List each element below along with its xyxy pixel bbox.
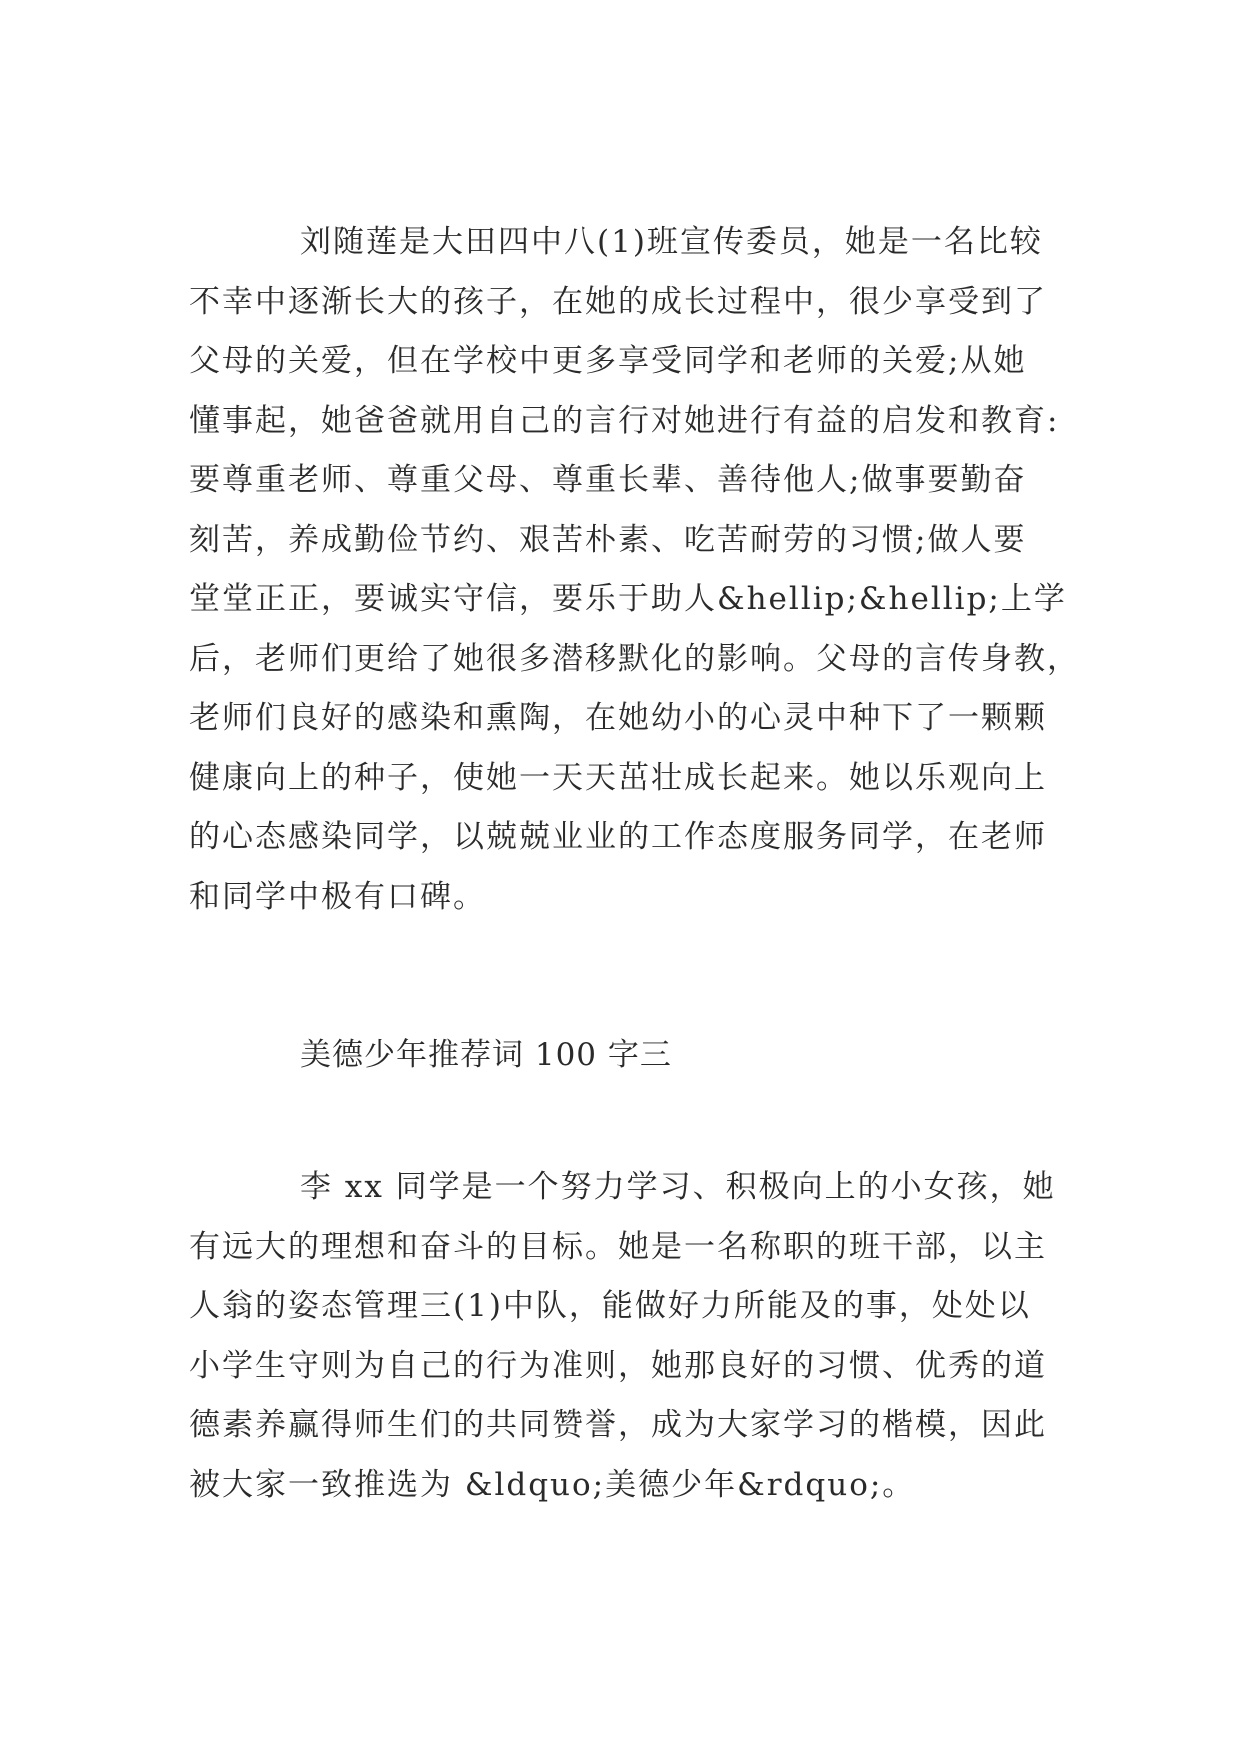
paragraph-line: 李 xx 同学是一个努力学习、积极向上的小女孩，她 bbox=[300, 1169, 1056, 1205]
paragraph-line: 有远大的理想和奋斗的目标。她是一名称职的班干部，以主 bbox=[189, 1228, 1047, 1265]
paragraph-line: 小学生守则为自己的行为准则，她那良好的习惯、优秀的道 bbox=[189, 1347, 1047, 1384]
paragraph-line: 和同学中极有口碑。 bbox=[189, 878, 486, 915]
paragraph-line: 刻苦，养成勤俭节约、艰苦朴素、吃苦耐劳的习惯;做人要 bbox=[189, 521, 1027, 558]
paragraph-1 bbox=[189, 213, 1080, 927]
paragraph-line: 要尊重老师、尊重父母、尊重长辈、善待他人;做事要勤奋 bbox=[189, 462, 1027, 498]
paragraph-line: 懂事起，她爸爸就用自己的言行对她进行有益的启发和教育: bbox=[189, 402, 1060, 439]
paragraph-line: 后，老师们更给了她很多潜移默化的影响。父母的言传身教， bbox=[189, 640, 1080, 677]
paragraph-line: 人翁的姿态管理三(1)中队，能做好力所能及的事，处处以 bbox=[189, 1288, 1031, 1324]
paragraph-line: 父母的关爱，但在学校中更多享受同学和老师的关爱;从她 bbox=[189, 343, 1027, 379]
paragraph-line: 健康向上的种子，使她一天天茁壮成长起来。她以乐观向上 bbox=[189, 759, 1047, 796]
paragraph-line: 不幸中逐渐长大的孩子，在她的成长过程中，很少享受到了 bbox=[189, 283, 1047, 320]
paragraph-2 bbox=[189, 1158, 1056, 1515]
paragraph-line: 德素养赢得师生们的共同赞誉，成为大家学习的楷模，因此 bbox=[189, 1407, 1047, 1443]
paragraph-line: 老师们良好的感染和熏陶，在她幼小的心灵中种下了一颗颗 bbox=[189, 700, 1047, 736]
paragraph-line: 被大家一致推选为 &ldquo;美德少年&rdquo;。 bbox=[189, 1466, 916, 1503]
section-heading: 美德少年推荐词 100 字三 bbox=[300, 1037, 672, 1073]
paragraph-line: 堂堂正正，要诚实守信，要乐于助人&hellip;&hellip;上学 bbox=[189, 581, 1067, 617]
paragraph-line: 的心态感染同学，以兢兢业业的工作态度服务同学，在老师 bbox=[189, 819, 1047, 855]
paragraph-line: 刘随莲是大田四中八(1)班宣传委员，她是一名比较 bbox=[300, 224, 1043, 260]
